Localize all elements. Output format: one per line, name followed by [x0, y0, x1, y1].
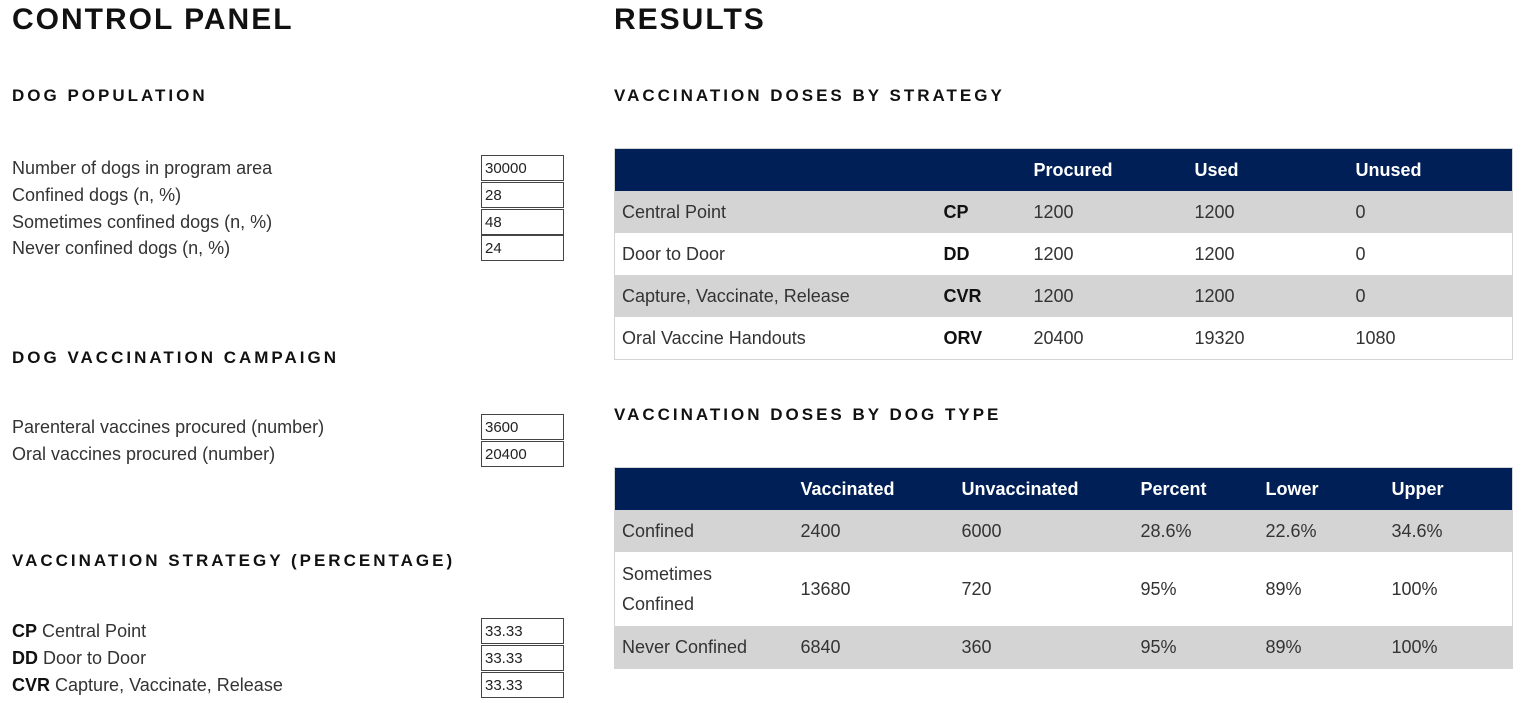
procured-cell: 20400: [1033, 328, 1084, 348]
field-row-strategy-dd: [12, 645, 564, 671]
table-row: [615, 626, 1513, 669]
procured-cell: 1200: [1033, 286, 1074, 306]
column-header-vaccinated: Vaccinated: [800, 478, 895, 499]
upper-cell: 100%: [1391, 637, 1438, 657]
table-row: [615, 275, 1513, 317]
column-header-unused: Unused: [1355, 159, 1422, 180]
field-row-confined-dogs: [12, 182, 564, 208]
vaccinated-cell: 2400: [800, 521, 841, 541]
strategy-name: Capture, Vaccinate, Release: [55, 675, 283, 695]
field-row-parenteral-vaccines: [12, 414, 564, 440]
field-row-sometimes-confined-dogs: [12, 209, 564, 235]
field-label: Oral vaccines procured (number): [12, 444, 276, 464]
doses-by-dog-type-table: [614, 467, 1513, 669]
strategy-name: Door to Door: [43, 648, 147, 668]
strategy-name-cell: Capture, Vaccinate, Release: [622, 286, 850, 306]
dog-type-cell: Confined: [622, 521, 695, 541]
sometimes-confined-dogs-input[interactable]: [481, 209, 564, 235]
column-header-unvaccinated: Unvaccinated: [961, 478, 1079, 499]
table-row: [615, 233, 1513, 275]
number-of-dogs-input[interactable]: [481, 155, 564, 181]
strategy-code-cell: ORV: [943, 328, 983, 348]
dog-type-cell: Never Confined: [622, 637, 748, 657]
dog-type-cell: Sometimes Confined: [622, 564, 713, 614]
unused-cell: 1080: [1355, 328, 1396, 348]
unvaccinated-cell: 720: [961, 579, 992, 599]
strategy-name-cell: Central Point: [622, 202, 727, 222]
field-label: Sometimes confined dogs (n, %): [12, 212, 273, 232]
unused-cell: 0: [1355, 286, 1366, 306]
strategy-code: DD: [12, 648, 38, 668]
unused-cell: 0: [1355, 202, 1366, 222]
procured-cell: 1200: [1033, 244, 1074, 264]
strategy-dd-input[interactable]: [481, 645, 564, 671]
strategy-name-cell: Oral Vaccine Handouts: [622, 328, 806, 348]
table-row: [615, 317, 1513, 360]
field-label: Parenteral vaccines procured (number): [12, 417, 325, 437]
field-label: [12, 620, 146, 642]
lower-cell: 89%: [1265, 637, 1302, 657]
lower-cell: 22.6%: [1265, 521, 1317, 541]
column-header: [615, 149, 937, 192]
unvaccinated-cell: 6000: [961, 521, 1002, 541]
table-header-row: [615, 149, 1513, 192]
table-row: [615, 191, 1513, 233]
column-header-procured: Procured: [1033, 159, 1113, 180]
parenteral-vaccines-input[interactable]: [481, 414, 564, 440]
used-cell: 19320: [1194, 328, 1245, 348]
strategy-cvr-input[interactable]: [481, 672, 564, 698]
results-title: RESULTS: [614, 3, 766, 36]
confined-dogs-input[interactable]: [481, 182, 564, 208]
used-cell: 1200: [1194, 244, 1235, 264]
percent-cell: 28.6%: [1140, 521, 1192, 541]
oral-vaccines-input[interactable]: [481, 441, 564, 467]
field-row-never-confined-dogs: [12, 235, 564, 261]
column-header-percent: Percent: [1140, 478, 1207, 499]
field-label: Confined dogs (n, %): [12, 185, 182, 205]
used-cell: 1200: [1194, 202, 1235, 222]
strategy-code: CVR: [12, 675, 51, 695]
column-header-used: Used: [1194, 159, 1239, 180]
strategy-code: CP: [12, 621, 38, 641]
dog-population-heading: DOG POPULATION: [12, 86, 208, 105]
upper-cell: 34.6%: [1391, 521, 1443, 541]
lower-cell: 89%: [1265, 579, 1302, 599]
column-header: [937, 149, 1027, 192]
column-header-lower: Lower: [1265, 478, 1319, 499]
field-row-oral-vaccines: [12, 441, 564, 467]
strategy-cp-input[interactable]: [481, 618, 564, 644]
strategy-code-cell: CVR: [943, 286, 982, 306]
vaccination-strategy-heading: VACCINATION STRATEGY (PERCENTAGE): [12, 551, 456, 570]
field-row-number-of-dogs: [12, 155, 564, 181]
doses-by-dog-type-heading: VACCINATION DOSES BY DOG TYPE: [614, 405, 1002, 424]
percent-cell: 95%: [1140, 579, 1177, 599]
control-panel-title: CONTROL PANEL: [12, 3, 294, 36]
strategy-name: Central Point: [42, 621, 147, 641]
vaccination-campaign-heading: DOG VACCINATION CAMPAIGN: [12, 348, 339, 367]
doses-by-strategy-heading: VACCINATION DOSES BY STRATEGY: [614, 86, 1005, 105]
field-row-strategy-cp: [12, 618, 564, 644]
column-header: [615, 468, 794, 511]
doses-by-strategy-table: [614, 148, 1513, 360]
strategy-name-cell: Door to Door: [622, 244, 726, 264]
unused-cell: 0: [1355, 244, 1366, 264]
vaccinated-cell: 6840: [800, 637, 841, 657]
field-label: Number of dogs in program area: [12, 158, 273, 178]
used-cell: 1200: [1194, 286, 1235, 306]
upper-cell: 100%: [1391, 579, 1438, 599]
table-row: [615, 510, 1513, 552]
field-label: [12, 647, 146, 669]
unvaccinated-cell: 360: [961, 637, 992, 657]
strategy-code-cell: DD: [943, 244, 970, 264]
table-row: [615, 552, 1513, 626]
field-row-strategy-cvr: [12, 672, 564, 698]
column-header-upper: Upper: [1391, 478, 1444, 499]
procured-cell: 1200: [1033, 202, 1074, 222]
vaccinated-cell: 13680: [800, 579, 851, 599]
percent-cell: 95%: [1140, 637, 1177, 657]
strategy-code-cell: CP: [943, 202, 969, 222]
field-label: Never confined dogs (n, %): [12, 238, 231, 258]
field-label: [12, 674, 283, 696]
never-confined-dogs-input[interactable]: [481, 235, 564, 261]
table-header-row: [615, 468, 1513, 511]
